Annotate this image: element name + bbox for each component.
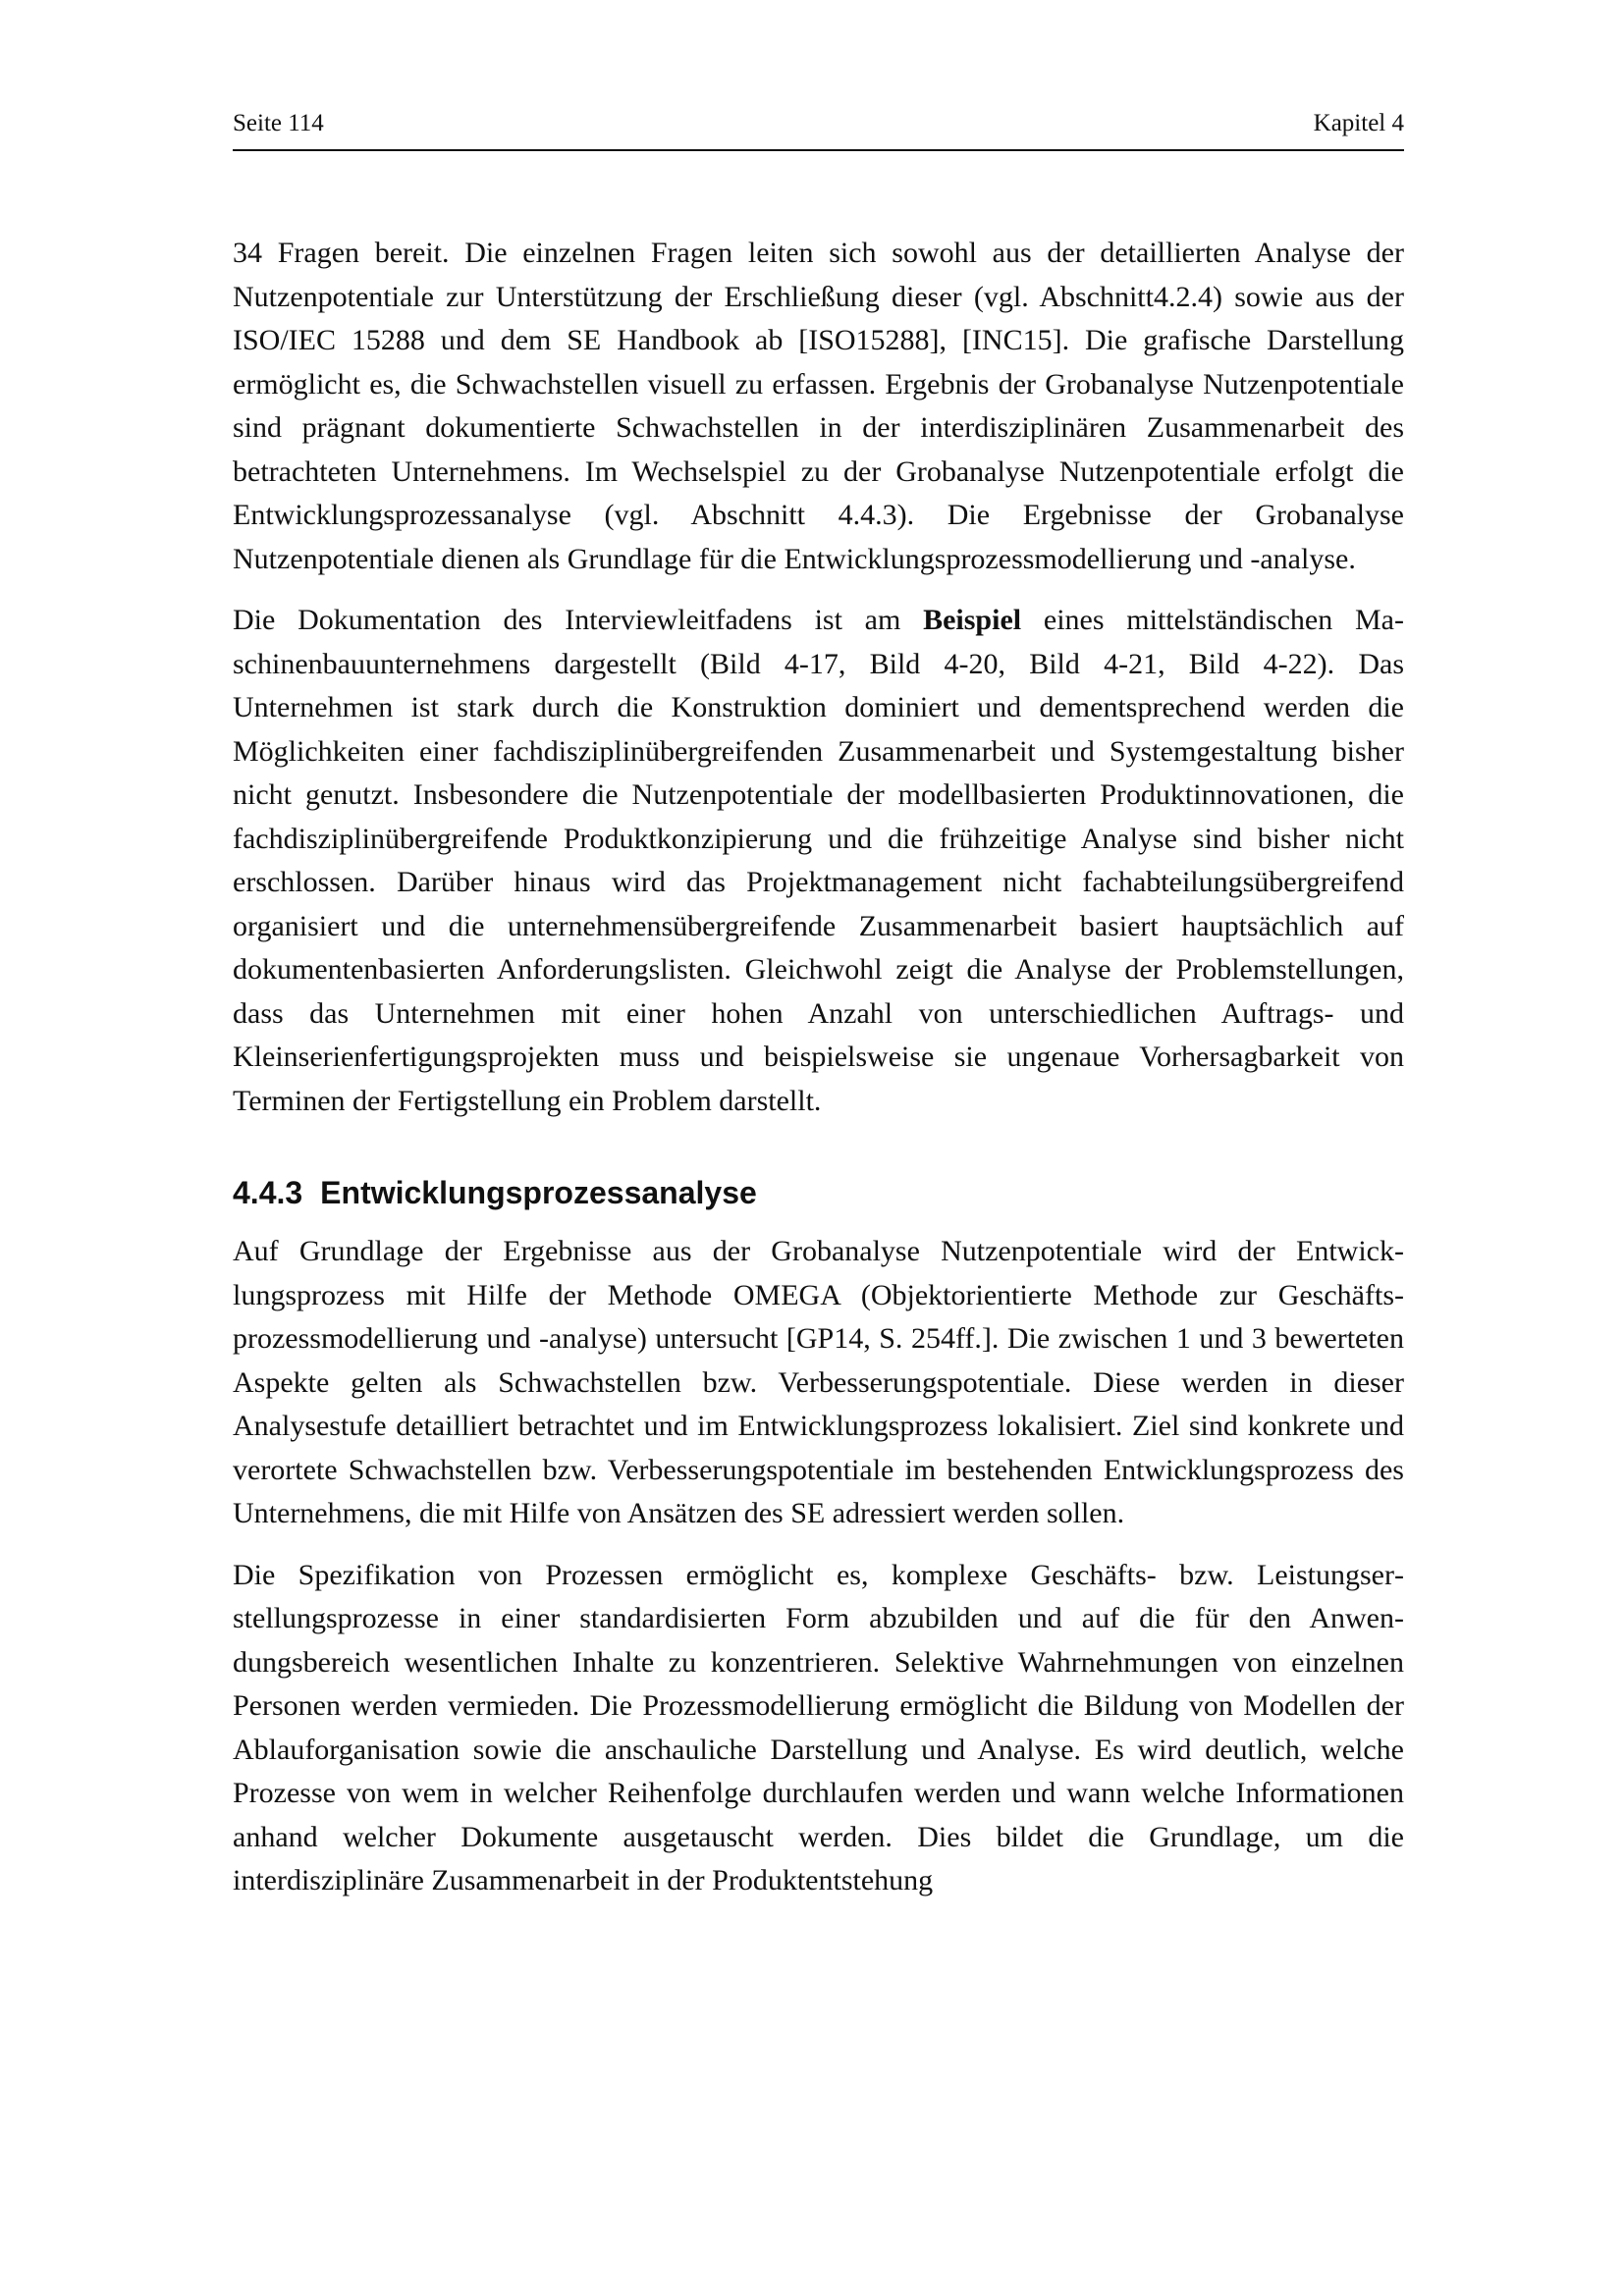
page-number: Seite 114 <box>233 110 324 136</box>
section-heading <box>233 1173 1404 1212</box>
page-header <box>233 110 1404 151</box>
page-content <box>233 232 1404 1921</box>
paragraph-2-bold: Beispiel <box>923 604 1022 636</box>
chapter-label: Kapitel 4 <box>1313 110 1404 136</box>
paragraph-2-after: eines mittelständischen Maschinenbauunternehmens dargestellt (Bild 4-17, Bild 4-20, Bild 4-21, Bild 4-22). Das Unternehmen ist stark durch die Konstruktion dominiert und dementsprechend werden die Möglichkeiten einer fachdisziplinübergreifenden Zusammenarbeit und Systemgestaltung bisher nicht genutzt. Insbesondere die Nutzenpotentiale der modellbasierten Produktinnovationen, die fachdisziplinübergreifende Produktkonzipierung und die frühzeitige Analyse sind bisher nicht erschlossen. Darüber hinaus wird das Projektmanagement nicht fachabteilungsübergreifend organisiert und die unternehmensübergreifende Zusammenarbeit basiert hauptsächlich auf dokumentenbasierten Anforderungslisten. Gleichwohl zeigt die Analyse der Problemstellungen, dass das Unternehmen mit einer hohen Anzahl von unterschiedlichen Auftrags- und Kleinserienfertigungsprojekten muss und beispielsweise sie ungenaue Vorhersagbarkeit von Terminen der Fertigstellung ein Problem darstellt. <box>233 604 1404 1117</box>
section-title: Entwicklungsprozessanalyse <box>320 1175 757 1210</box>
section-number: 4.4.3 <box>233 1175 303 1210</box>
paragraph-2 <box>233 599 1404 1123</box>
paragraph-1: 34 Fragen bereit. Die einzelnen Fragen leiten sich sowohl aus der detaillierten Analyse der Nutzenpotentiale zur Unterstützung der Erschließung dieser (vgl. Abschnitt4.2.4) sowie aus der ISO/IEC 15288 und dem SE Handbook ab [ISO15288], [INC15]. Die grafische Darstellung ermöglicht es, die Schwachstellen visuell zu erfassen. Ergebnis der Grobanalyse Nutzenpotentiale sind prägnant dokumentierte Schwachstellen in der interdisziplinären Zusammenarbeit des betrachteten Unternehmens. Im Wechselspiel zu der Grobanalyse Nutzenpotentiale erfolgt die Entwicklungsprozessanalyse (vgl. Abschnitt 4.4.3). Die Ergebnisse der Grobanalyse Nutzenpotentiale dienen als Grundlage für die Entwicklungsprozessmodellierung und -analyse. <box>233 237 1404 575</box>
paragraph-2-before: Die Dokumentation des Interviewleitfadens ist am <box>233 604 924 636</box>
paragraph-3: Auf Grundlage der Ergebnisse aus der Grobanalyse Nutzenpotentiale wird der Entwicklungsprozess mit Hilfe der Methode OMEGA (Objektorientierte Methode zur Geschäftsprozessmodellierung und -analyse) untersucht [GP14, S. 254ff.]. Die zwischen 1 und 3 bewerteten Aspekte gelten als Schwachstellen bzw. Verbesserungspotentiale. Diese werden in dieser Analysestufe detailliert betrachtet und im Entwicklungsprozess lokalisiert. Ziel sind konkrete und verortete Schwachstellen bzw. Verbesserungspotentiale im bestehenden Entwicklungsprozess des Unternehmens, die mit Hilfe von Ansätzen des SE adressiert werden sollen. <box>233 1235 1404 1529</box>
paragraph-4: Die Spezifikation von Prozessen ermöglicht es, komplexe Geschäfts- bzw. Leistungserstellungsprozesse in einer standardisierten Form abzubilden und auf die für den Anwendungsbereich wesentlichen Inhalte zu konzentrieren. Selektive Wahrnehmungen von einzelnen Personen werden vermieden. Die Prozessmodellierung ermöglicht die Bildung von Modellen der Ablauforganisation sowie die anschauliche Darstellung und Analyse. Es wird deutlich, welche Prozesse von wem in welcher Reihenfolge durchlaufen werden und wann welche Informationen anhand welcher Dokumente ausgetauscht werden. Dies bildet die Grundlage, um die interdisziplinäre Zusammenarbeit in der Produktentstehung <box>233 1558 1404 1896</box>
